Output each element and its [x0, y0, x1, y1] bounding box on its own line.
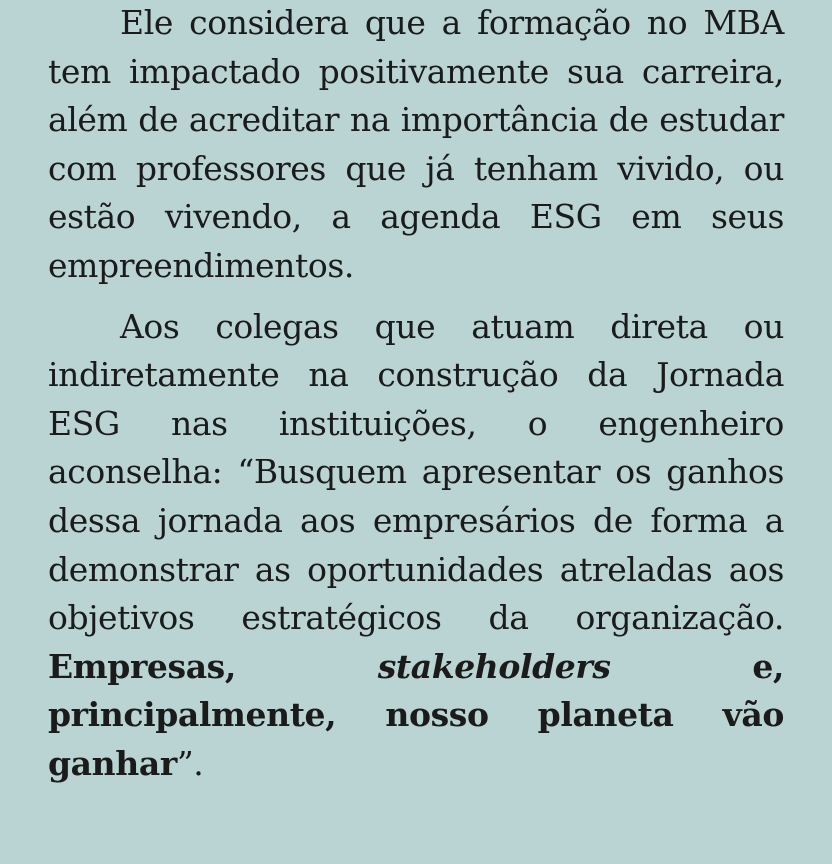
- article-body: [48, 0, 784, 789]
- advice-lead-text: Aos colegas que atuam direta ou indiretamente na construção da Jornada ESG nas instituições, o engenheiro aconselha: “Busquem apresentar os ganhos dessa jornada aos empresários de forma a demonstrar as oportunidades atreladas aos objetivos estratégicos da organização.: [48, 306, 784, 638]
- quote-closing: ”.: [176, 743, 204, 783]
- bold-quote-start: Empresas,: [48, 646, 378, 686]
- paragraph-advice: [48, 303, 784, 789]
- paragraph-career-impact: Ele considera que a formação no MBA tem impactado positivamente sua carreira, além de acreditar na importância de estudar com professores que já tenham vivido, ou estão vivendo, a agenda ESG em seus empreendimentos.: [48, 3, 784, 285]
- bold-quote-end: e, principalmente, nosso planeta vão ganhar: [48, 646, 784, 783]
- stakeholders-italic: stakeholders: [377, 646, 611, 686]
- advice-bold-quote: [48, 647, 784, 783]
